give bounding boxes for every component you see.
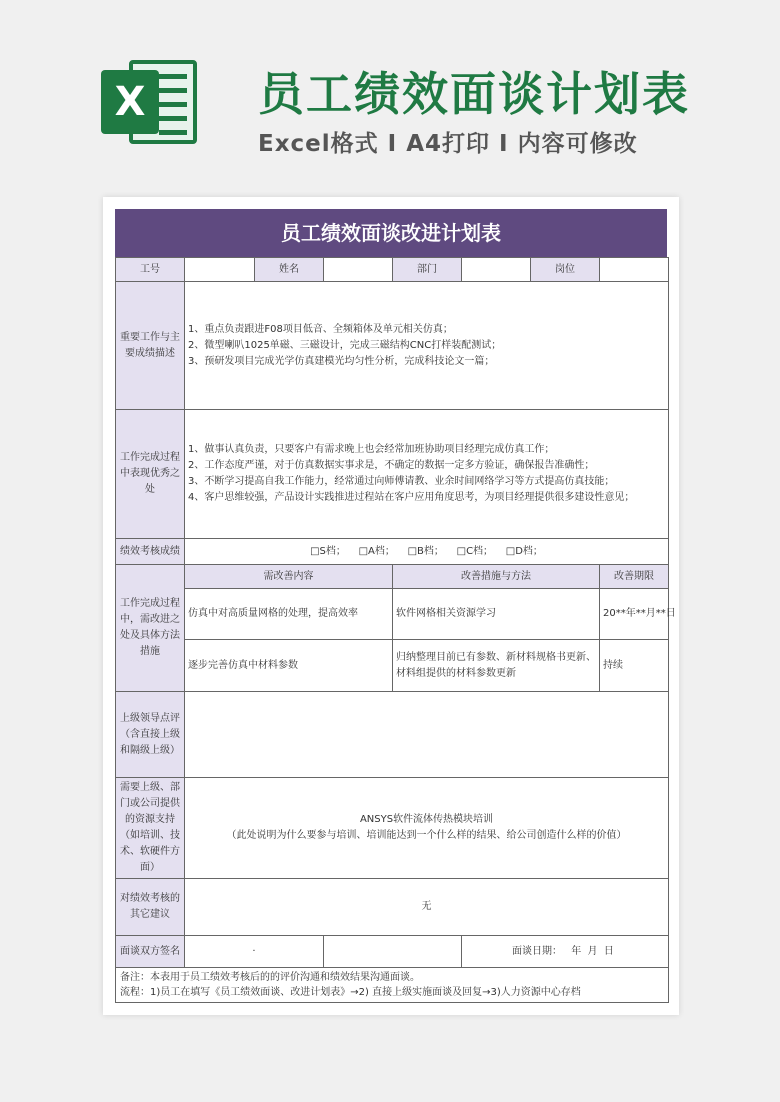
strength-line: 3、不断学习提高自我工作能力，经常通过向师傅请教、业余时间网络学习等方式提高仿真技能；: [188, 476, 615, 487]
strengths-field[interactable]: [185, 410, 669, 539]
leader-comment-label: 上级领导点评（含直接上级和隔级上级）: [116, 692, 185, 778]
improvement-method-header: 改善措施与方法: [393, 565, 600, 589]
strength-line: 4、客户思维较强，产品设计实践推进过程站在客户应用角度思考，为项目经理提供很多建设性意见；: [188, 492, 635, 503]
other-suggestions-label: 对绩效考核的其它建议: [116, 879, 185, 936]
interview-date-value: 年 月 日: [571, 945, 614, 957]
position-field[interactable]: [600, 258, 669, 282]
other-suggestions-field[interactable]: 无: [185, 879, 669, 936]
support-label: 需要上级、部门或公司提供的资源支持（如培训、技术、软硬件方面）: [116, 778, 185, 879]
note-line-1: 备注：本表用于员工绩效考核后的的评价沟通和绩效结果沟通面谈。: [120, 972, 420, 983]
improvement-method-cell[interactable]: 归纳整理目前已有参数、新材料规格书更新、材料组提供的材料参数更新: [393, 640, 600, 692]
achievement-line: 1、重点负责跟进F08项目低音、全频箱体及单元相关仿真；: [188, 323, 453, 335]
achievement-line: 3、预研发项目完成光学仿真建模光均匀性分析，完成科技论文一篇；: [188, 355, 495, 367]
grade-options[interactable]: □S档； □A档； □B档； □C档； □D档；: [185, 539, 669, 565]
improvement-deadline-cell[interactable]: 持续: [600, 640, 669, 692]
name-label: 姓名: [255, 258, 324, 282]
excel-logo-icon: [101, 56, 197, 148]
achievement-line: 2、微型喇叭1025单磁、三磁设计，完成三磁结构CNC打样装配测试；: [188, 339, 502, 351]
employee-id-label: 工号: [116, 258, 185, 282]
improvement-method-cell[interactable]: 软件网格相关资源学习: [393, 589, 600, 640]
improvement-content-cell[interactable]: 仿真中对高质量网格的处理，提高效率: [185, 589, 393, 640]
signature-field-1[interactable]: ·: [185, 936, 324, 968]
improvement-content-header: 需改善内容: [185, 565, 393, 589]
achievements-field[interactable]: [185, 282, 669, 410]
department-field[interactable]: [462, 258, 531, 282]
name-field[interactable]: [324, 258, 393, 282]
grade-label: 绩效考核成绩: [116, 539, 185, 565]
improvement-deadline-cell[interactable]: 20**年**月**日: [600, 589, 669, 640]
strengths-label: 工作完成过程中表现优秀之处: [116, 410, 185, 539]
form-sheet: [103, 197, 679, 1015]
strength-line: 2、工作态度严谨，对于仿真数据实事求是，不确定的数据一定多方验证，确保报告准确性；: [188, 460, 595, 471]
achievements-label: 重要工作与主要成绩描述: [116, 282, 185, 410]
note-line-2: 流程：1)员工在填写《员工绩效面谈、改进计划表》→2) 直接上级实施面谈及回复→3)人力资源中心存档: [120, 987, 581, 998]
improvement-label: 工作完成过程中，需改进之处及具体方法措施: [116, 565, 185, 692]
signature-field-2[interactable]: [324, 936, 462, 968]
excel-x-badge: X: [101, 70, 159, 134]
interview-date-label: 面谈日期：: [512, 945, 562, 957]
banner-title: 员工绩效面谈计划表: [258, 67, 690, 121]
banner-subtitle: Excel格式 I A4打印 I 内容可修改: [258, 131, 638, 157]
form-title: 员工绩效面谈改进计划表: [115, 209, 667, 257]
strength-line: 1、做事认真负责，只要客户有需求晚上也会经常加班协助项目经理完成仿真工作；: [188, 444, 555, 455]
support-line-2: （此处说明为什么要参与培训、培训能达到一个什么样的结果、给公司创造什么样的价值）: [226, 830, 627, 841]
position-label: 岗位: [531, 258, 600, 282]
evaluation-form-table: [115, 257, 676, 1003]
interview-date-cell[interactable]: [462, 936, 669, 968]
leader-comment-field[interactable]: [185, 692, 669, 778]
support-field[interactable]: [185, 778, 669, 879]
signature-label: 面谈双方签名: [116, 936, 185, 968]
department-label: 部门: [393, 258, 462, 282]
improvement-content-cell[interactable]: 逐步完善仿真中材料参数: [185, 640, 393, 692]
support-line-1: ANSYS软件流体传热模块培训: [359, 814, 494, 825]
notes-cell: [116, 968, 669, 1003]
improvement-deadline-header: 改善期限: [600, 565, 669, 589]
employee-id-field[interactable]: [185, 258, 255, 282]
